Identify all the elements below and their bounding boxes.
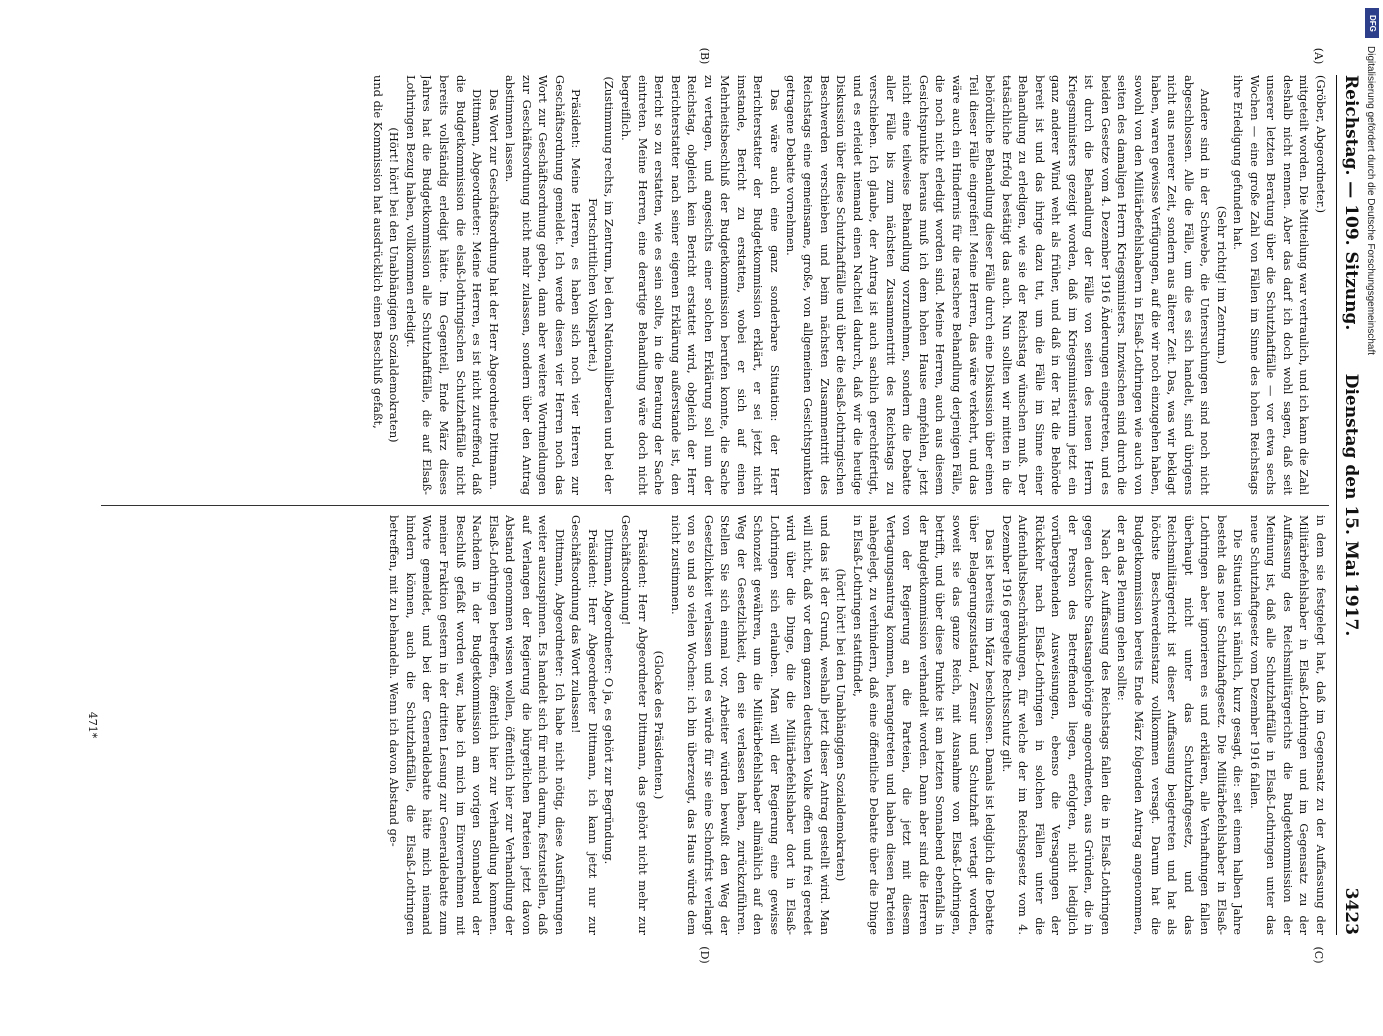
margin-marker-b: (B) xyxy=(698,47,711,65)
paragraph: und das ist der Grund, weshalb jetzt dieser Antrag gestellt wird. Man will nicht, daß vor dem ganzen deutschen Volke offen und frei geredet wird über die Dinge, die die Militärbefehlshaber dort in Elsaß-Lothringen sich erlauben. Man will der Regierung eine gewisse Schonzeit gewähren, um die Militärbefehlshaber allmählich auf den Weg der Gesetzlichkeit, den sie verlassen haben, zurückzuführen. Stellen Sie sich einmal vor, Arbeiter würden bewußt den Weg der Gesetzlichkeit verlassen und es würde für sie eine Schonfrist verlangt von so und so vielen Wochen: ich bin überzeugt, das Haus würde dem nicht zustimmen. xyxy=(668,515,832,935)
sheet-signature: 471* xyxy=(86,711,99,739)
page-body xyxy=(71,47,1361,964)
interjection: (Zustimmung rechts, im Zentrum, bei den Nationalliberalen und bei der Fortschrittlichen Volkspartei.) xyxy=(585,76,617,494)
paragraph: Das Wort zur Geschäftsordnung hat der Herr Abgeordnete Dittmann. xyxy=(486,89,501,491)
paragraph: Das ist bereits im März beschlossen. Damals ist lediglich die Debatte über Belagerungszustand, Zensur und Schutzhaft vertagt worden, soweit sie das ganze Reich, mit Ausnahme von Elsaß-Lothringen, betrifft, und über diese Punkte ist am letzten Sonnabend ebenfalls in der Budgetkommission verhandelt worden. Dann aber sind die Herren von der Regierung an die Parteien, die jetzt mit diesem Vertagungsantrag kommen, herangetreten und haben diesen Parteien nahegelegt, zu verhindern, daß eine öffentliche Debatte über die Dinge in Elsaß-Lothringen stattfindet, xyxy=(850,515,998,935)
column-divider xyxy=(101,505,1329,506)
digitisation-note-text: Digitalisierung gefördert durch die Deutsche Forschungsgemeinschaft xyxy=(1365,46,1376,356)
paragraph: mitgeteilt worden. Die Mitteilung war vertraulich, und ich kann die Zahl deshalb nicht nennen. Aber das darf ich doch wohl sagen, daß seit unserer letzten Beratung über die Schutzhaftfälle — vor etwa sechs Wochen — eine große Zahl von Fällen im Sinne des hohen Reichstags ihre Erledigung gefunden hat. xyxy=(1231,75,1312,495)
interjection: (hört! hört! bei den Unabhängigen Sozialdemokraten) xyxy=(834,568,849,882)
header-date: Dienstag den 15. Mai 1917. xyxy=(1341,373,1361,637)
margin-marker-c: (C) xyxy=(1312,946,1325,964)
paragraph: (Gröber, Abgeordneter.) xyxy=(1314,75,1328,214)
paragraph: Präsident: Herr Abgeordneter Dittmann, das gehört nicht mehr zur Geschäftsordnung! xyxy=(619,515,650,935)
paragraph: Andere sind in der Schwebe, die Untersuchungen sind noch nicht abgeschlossen. Alle die Fälle, um die es sich handelt, sind übrigens nicht aus neuerer Zeit, sondern aus älterer Zeit. Das, was wir beklagt haben, waren gewisse Verfügungen, auf die wir noch einzugehen haben, sowohl von den Militärbefehlshabern in Elsaß-Lothringen wie auch von seiten des damaligen Herrn Kriegsministers. Inzwischen sind durch die beiden Gesetze vom 4. Dezember 1916 Änderungen eingetreten, und es ist durch die Behandlung der Fälle von seiten des neuen Herrn Kriegsministers gezeigt worden, daß im Kriegsministerium jetzt ein ganz anderer Wind weht als früher, und daß in der Tat die Behörde bereit ist und das ihrige dazu tut, um die Fälle im Sinne einer Behandlung zu erledigen, wie sie der Reichstag wünschen muß. Der tatsächliche Erfolg bestätigt das auch. Nun sollten wir mitten in die behördliche Behandlung dieser Fälle durch eine Diskussion über einen Teil dieser Fälle eingreifen! Meine Herren, das wäre verkehrt, und das wäre auch ein Hindernis für die raschere Behandlung derjenigen Fälle, die noch nicht erledigt worden sind. Meine Herren, auch aus diesem Gesichtspunkte heraus muß ich dem hohen Hause empfehlen, jetzt nicht eine teilweise Behandlung vorzunehmen, sondern die Debatte aller Fälle bis zum nächsten Zusammentritt des Reichstags zu verschieben. Ich glaube, der Antrag ist auch sachlich gerechtfertigt, und es erleidet niemand einen Nachteil dadurch, daß wir die heutige Diskussion über diese Schutzhaftfälle und über die elsaß-lothringischen Beschwerden verschieben und beim nächsten Zusammentritt des Reichstags eine gemeinsame, große, von allgemeinen Gesichtspunkten getragene Debatte vornehmen. xyxy=(784,75,1213,495)
header-left: Reichstag. — 109. Sitzung. xyxy=(1341,75,1361,331)
paragraph: Dittmann, Abgeordneter: O ja, es gehört zur Begründung. xyxy=(602,529,617,865)
margin-marker-d: (D) xyxy=(698,946,711,964)
left-column xyxy=(99,75,1329,495)
right-column xyxy=(99,515,1329,935)
paragraph: Dittmann, Abgeordneter: Ich habe nicht nötig, diese Ausführungen weiter auszuspinnen. Es handelt sich für mich darum, festzustellen, daß auf Verlangen der Regierung die bürgerlichen Parteien jetzt davon Abstand genommen wissen wollen, öffentlich hier zur Verhandlung der Elsaß-Lothringen betreffen, öffentlich hier zur Verhandlung kommen. Nachdem in der Budgetkommission am vorigen Sonnabend der Beschluß gefaßt worden war, habe ich mich im Einvernehmen mit meiner Fraktion gestern in der dritten Lesung zur Generaldebatte zum Worte gemeldet, und bei der Generaldebatte hätte mich niemand hindern können, auch die Schutzhaftfälle, die Elsaß-Lothringen betreffen, mit zu behandeln. Wenn ich davon Abstand ge- xyxy=(387,515,567,935)
paragraph: in dem sie festgelegt hat, daß im Gegensatz zu der Auffassung der Militärbefehlshaber in Elsaß-Lothringen und im Gegensatz zu der Auffassung des Reichsmilitärgerichts die Budgetkommission der Meinung ist, daß alle Schutzhaftfälle in Elsaß-Lothringen unter das neue Schutzhaftgesetz vom Dezember 1916 fallen. xyxy=(1247,515,1328,935)
paragraph: Dittmann, Abgeordneter: Meine Herren, es ist nicht zutreffend, daß die Budgetkommission die elsaß-lothringischen Schutzhaftfälle nicht bereits vollständig erledigt hätte. Im Gegenteil, Ende März dieses Jahres hat die Budgetkommission alle Schutzhaftfälle, die auf Elsaß-Lothringen Bezug haben, vollkommen erledigt. xyxy=(403,75,485,495)
paragraph: Das wäre auch eine ganz sonderbare Situation: der Herr Berichterstatter der Budgetkommission erklärt, er sei jetzt nicht imstande, Bericht zu erstatten, wobei er sich auf einen Mehrheitsbeschluß der Budgetkommission berufen konnte, die Sache zu vertagen, und angesichts einer solchen Erklärung soll nun der Reichstag, obgleich kein Bericht erstattet wird, obgleich der Herr Berichterstatter nach seiner eigenen Erklärung außerstande ist, den Bericht so zu erstatten, wie es sein sollte, in die Beratung der Sache eintreten. Meine Herren, eine derartige Behandlung wäre doch nicht begreiflich. xyxy=(619,75,782,495)
paragraph: und die Kommission hat ausdrücklich einen Beschluß gefaßt, xyxy=(370,75,385,429)
interjection: (Hört! hört! bei den Unabhängigen Sozialdemokraten) xyxy=(387,127,402,443)
dfg-logo: DFG xyxy=(1365,8,1379,38)
paragraph: Die Situation ist nämlich, kurz gesagt, die: seit einem halben Jahre besteht das neue Schutzhaftgesetz. Die Militärbefehlshaber in Elsaß-Lothringen aber ignorieren es und erklären, alle Verhaftungen fallen überhaupt nicht unter das Schutzhaftgesetz, und das Reichsmilitärgericht ist dieser Auffassung beigetreten und hat als höchste Beschwerdeinstanz vollkommen versagt. Darum hat die Budgetkommission bereits Ende März folgenden Antrag angenommen, der an das Plenum gehen sollte: xyxy=(1115,515,1246,935)
interjection: (Sehr richtig! im Zentrum.) xyxy=(1214,205,1229,365)
digitisation-note xyxy=(1362,6,1378,996)
paragraph: Präsident: Herr Abgeordneter Dittmann, ich kann jetzt nur zur Geschäftsordnung das Wort zulassen! xyxy=(569,515,600,935)
paragraph: Präsident: Meine Herren, es haben sich noch vier Herren zur Geschäftsordnung gemeldet. Ich werde diesen vier Herren noch das Wort zur Geschäftsordnung geben, dann aber weitere Wortmeldungen zur Geschäftsordnung nicht mehr zulassen, sondern über den Antrag abstimmen lassen. xyxy=(503,75,584,495)
interjection: (Glocke des Präsidenten.) xyxy=(652,650,667,800)
page-number: 3423 xyxy=(1341,887,1361,935)
page-header xyxy=(1336,75,1361,935)
quoted-motion: Nach der Auffassung des Reichstags fallen die in Elsaß-Lothringen gegen deutsche Staatsangehörige angeordneten, aus Gründen, die in der Person des Betreffenden liegen, erfolgten, nicht lediglich vorübergehenden Ausweisungen, ebenso die Versagungen der Rückkehr nach Elsaß-Lothringen in solchen Fällen unter die Aufenthaltsbeschränkungen, für welche der im Reichsgesetz vom 4. Dezember 1916 geregelte Rechtsschutz gilt. xyxy=(999,515,1113,935)
margin-marker-a: (A) xyxy=(1312,47,1325,65)
